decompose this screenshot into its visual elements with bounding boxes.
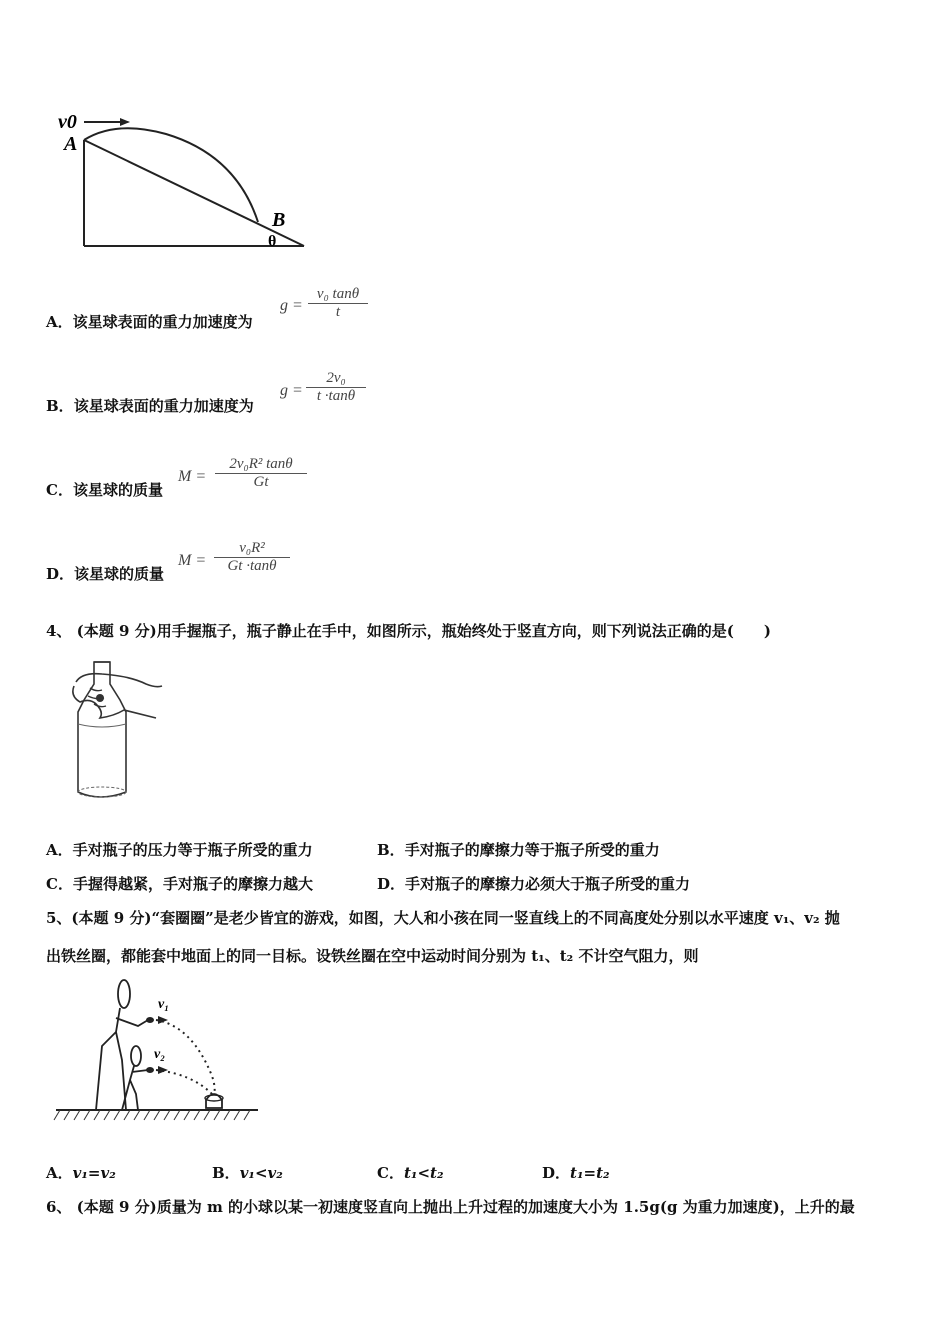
q5-option-c-text: t₁<t₂ (403, 1164, 444, 1182)
q4-option-d-text: 手对瓶子的摩擦力必须大于瓶子所受的重力 (405, 875, 691, 893)
q3-option-b-denominator: t ·tanθ (306, 387, 366, 405)
bottle-bottom (78, 787, 126, 797)
q3-option-c[interactable] (46, 480, 163, 500)
q4-option-d-letter: D． (377, 875, 406, 893)
q5-option-b-letter: B． (212, 1164, 240, 1182)
q3-option-b[interactable] (46, 396, 254, 416)
q4-option-a-letter: A． (46, 841, 73, 859)
q3-option-c-lhs: M = (178, 468, 207, 485)
q3-option-d-numerator: v₀R² (239, 540, 265, 556)
q3-option-b-lhs: g = (280, 382, 303, 399)
q4-option-c[interactable] (46, 874, 313, 894)
q4-option-a[interactable] (46, 840, 313, 860)
q5-option-b[interactable] (212, 1163, 283, 1183)
q3-option-b-letter: B． (46, 397, 74, 415)
q5-option-a[interactable] (46, 1163, 116, 1183)
q4-option-b[interactable] (377, 840, 660, 860)
hand-bottle-figure (60, 652, 170, 808)
q3-option-b-text: 该星球表面的重力加速度为 (73, 397, 254, 415)
child-head (131, 1046, 141, 1066)
q3-option-a-letter: A． (46, 313, 73, 331)
q5-option-d[interactable] (542, 1163, 610, 1183)
q3-option-a-fraction (308, 286, 368, 321)
point-b-label: B (272, 209, 286, 231)
bottle-label-line (78, 724, 126, 727)
q5-option-d-text: t₁=t₂ (570, 1164, 610, 1182)
q3-option-a-lhs: g = (280, 297, 303, 314)
q4-option-b-text: 手对瓶子的摩擦力等于瓶子所受的重力 (404, 841, 660, 859)
v0-label: v0 (58, 111, 77, 133)
q4-option-d[interactable] (377, 874, 690, 894)
q5-option-c[interactable] (377, 1163, 444, 1183)
q3-option-d-fraction (214, 540, 290, 575)
q5-option-d-letter: D． (542, 1164, 571, 1182)
v1-label: v₁ (158, 997, 170, 1012)
q3-option-d[interactable] (46, 564, 164, 584)
ring-toss-figure (52, 976, 264, 1126)
q5-stem-line-2: 出铁丝圈，都能套中地面上的同一目标。设铁丝圈在空中运动时间分别为 t₁、t₂ 不计空气阻力，则 (46, 947, 699, 965)
v1-arrow (158, 1016, 168, 1024)
q3-option-a-denominator: t (308, 303, 368, 321)
q4-stem: 4、 (本题 9 分)用手握瓶子，瓶子静止在手中，如图所示，瓶始终处于竖直方向，则下列说法正确的是( ) (46, 622, 771, 640)
q4-option-b-letter: B． (377, 841, 405, 859)
q3-option-c-fraction (215, 456, 307, 491)
hand-thumb-tip (96, 694, 104, 702)
q5-option-b-text: v₁<v₂ (239, 1164, 283, 1182)
q3-option-b-numerator: 2v₀ (326, 370, 346, 386)
q3-option-a-text: 该星球表面的重力加速度为 (72, 313, 253, 331)
q5-option-a-text: v₁=v₂ (72, 1164, 116, 1182)
q3-option-c-text: 该星球的质量 (72, 481, 163, 499)
ground-hatching (54, 1110, 250, 1120)
q5-stem-line-1: 5、(本题 9 分)“套圈圈”是老少皆宜的游戏，如图，大人和小孩在同一竖直线上的不同高度处分别以水平速度 v₁、v₂ 抛 (46, 909, 840, 927)
adult-head (118, 980, 130, 1008)
q3-option-a-numerator: v₀ tanθ (316, 286, 360, 302)
q4-option-c-text: 手握得越紧，手对瓶子的摩擦力越大 (72, 875, 313, 893)
q3-option-c-letter: C． (46, 481, 73, 499)
incline-projectile-figure (46, 100, 326, 265)
q6-stem: 6、 (本题 9 分)质量为 m 的小球以某一初速度竖直向上抛出上升过程的加速度大小为 1.5g(g 为重力加速度)，上升的最 (46, 1198, 855, 1216)
q5-option-a-letter: A． (46, 1164, 73, 1182)
trajectory-v2 (156, 1070, 212, 1094)
q5-option-c-letter: C． (377, 1164, 404, 1182)
hand-top (76, 674, 162, 687)
q3-option-a[interactable] (46, 312, 253, 332)
q3-option-c-numerator: 2v₀R² tanθ (229, 456, 293, 472)
q3-option-d-denominator: Gt ·tanθ (214, 557, 290, 575)
v2-label: v₂ (154, 1047, 166, 1062)
adult-ring (146, 1017, 154, 1023)
child-ring (146, 1067, 154, 1073)
q3-option-d-text: 该星球的质量 (74, 565, 165, 583)
v2-arrow (158, 1066, 168, 1074)
q3-option-d-lhs: M = (178, 552, 207, 569)
q4-option-c-letter: C． (46, 875, 73, 893)
bottle-outline (78, 662, 126, 797)
q3-option-b-fraction (306, 370, 366, 405)
q4-option-a-text: 手对瓶子的压力等于瓶子所受的重力 (72, 841, 313, 859)
theta-label: θ (268, 233, 277, 250)
q3-option-c-denominator: Gt (215, 473, 307, 491)
q3-option-d-letter: D． (46, 565, 75, 583)
point-a-label: A (64, 133, 78, 155)
